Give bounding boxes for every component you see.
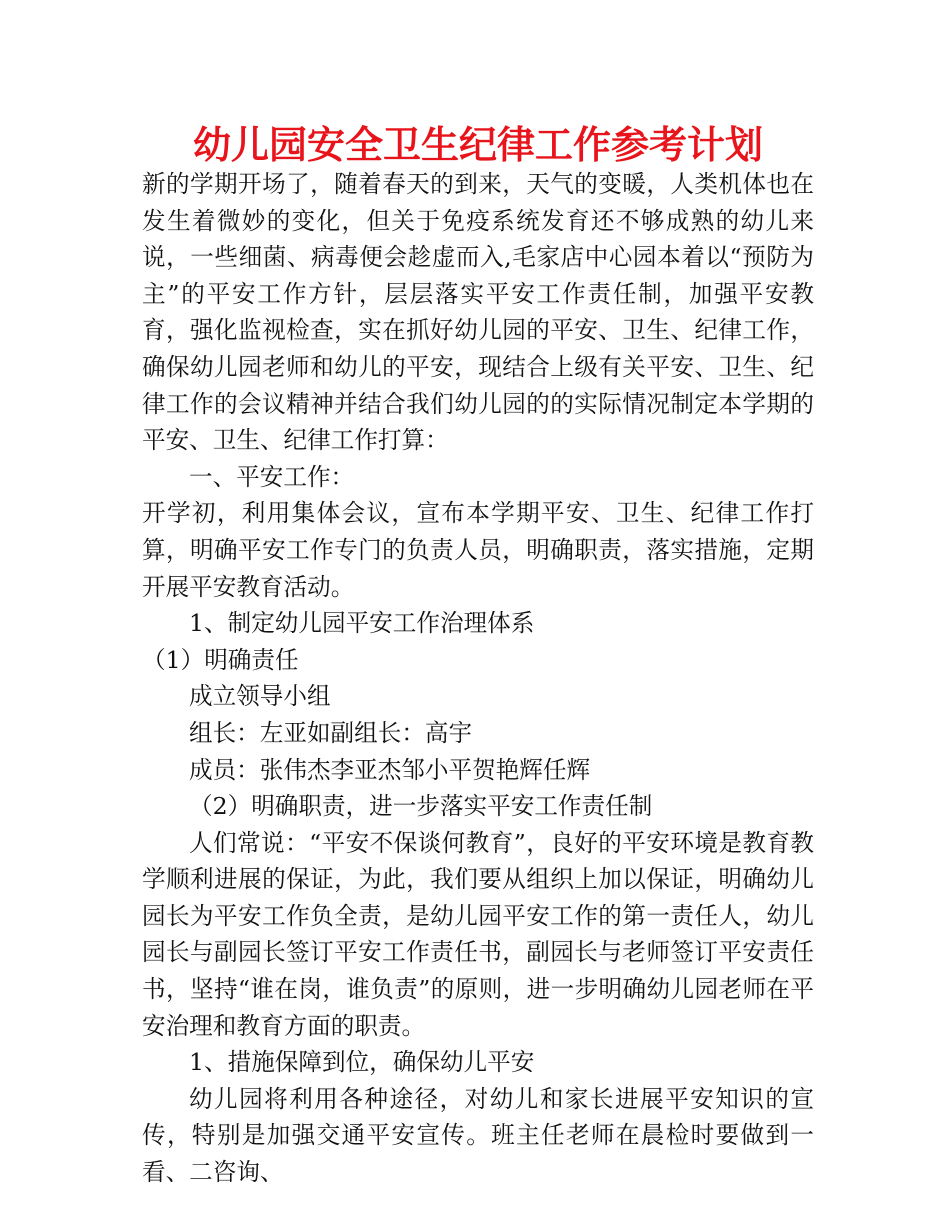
paragraph-leadership-group: 成立领导小组 (189, 682, 331, 711)
document-title: 幼儿园安全卫生纪律工作参考计划 (192, 123, 763, 167)
paragraph-group-leaders: 组长：左亚如副组长：高宇 (189, 718, 473, 747)
paragraph-intro: 新的学期开场了，随着春天的到来，天气的变暖，人类机体也在发生着微妙的变化，但关于免疫系统发育还不够成熟的幼儿来说，一些细菌、病毒便会趁虚而入,毛家店中心园本着以“预防为主”的平安工作方针，层层落实平安工作责任制，加强平安教育，强化监视检查，实在抓好幼儿园的平安、卫生、纪律工作，确保幼儿园老师和幼儿的平安，现结合上级有关平安、卫生、纪律工作的会议精神并结合我们幼儿园的的实际情况制定本学期的平安、卫生、纪律工作打算： (142, 170, 814, 455)
paragraph-group-members: 成员：张伟杰李亚杰邹小平贺艳辉任辉 (189, 755, 591, 784)
heading-clear-responsibility: （1）明确责任 (142, 645, 299, 674)
heading-safety-work: 一、平安工作： (189, 462, 355, 491)
heading-measures: 1、措施保障到位，确保幼儿平安 (189, 1048, 535, 1077)
paragraph-semester-start: 开学初，利用集体会议，宣布本学期平安、卫生、纪律工作打算，明确平安工作专门的负责人员，明确职责，落实措施，定期开展平安教育活动。 (142, 499, 814, 601)
paragraph-publicity: 幼儿园将利用各种途径，对幼儿和家长进展平安知识的宣传，特别是加强交通平安宣传。班主任老师在晨检时要做到一看、二咨询、 (142, 1084, 814, 1187)
heading-management-system: 1、制定幼儿园平安工作治理体系 (189, 609, 535, 638)
paragraph-safety-education: 人们常说：“平安不保谈何教育”，良好的平安环境是教育教学顺利进展的保证，为此，我们要从组织上加以保证，明确幼儿园长为平安工作负全责，是幼儿园平安工作的第一责任人，幼儿园长与副园长签订平安工作责任书，副园长与老师签订平安责任书，坚持“谁在岗，谁负责”的原则，进一步明确幼儿园老师在平安治理和教育方面的职责。 (142, 828, 814, 1040)
document-body (142, 120, 814, 1191)
heading-clear-duties: （2）明确职责，进一步落实平安工作责任制 (189, 792, 653, 821)
